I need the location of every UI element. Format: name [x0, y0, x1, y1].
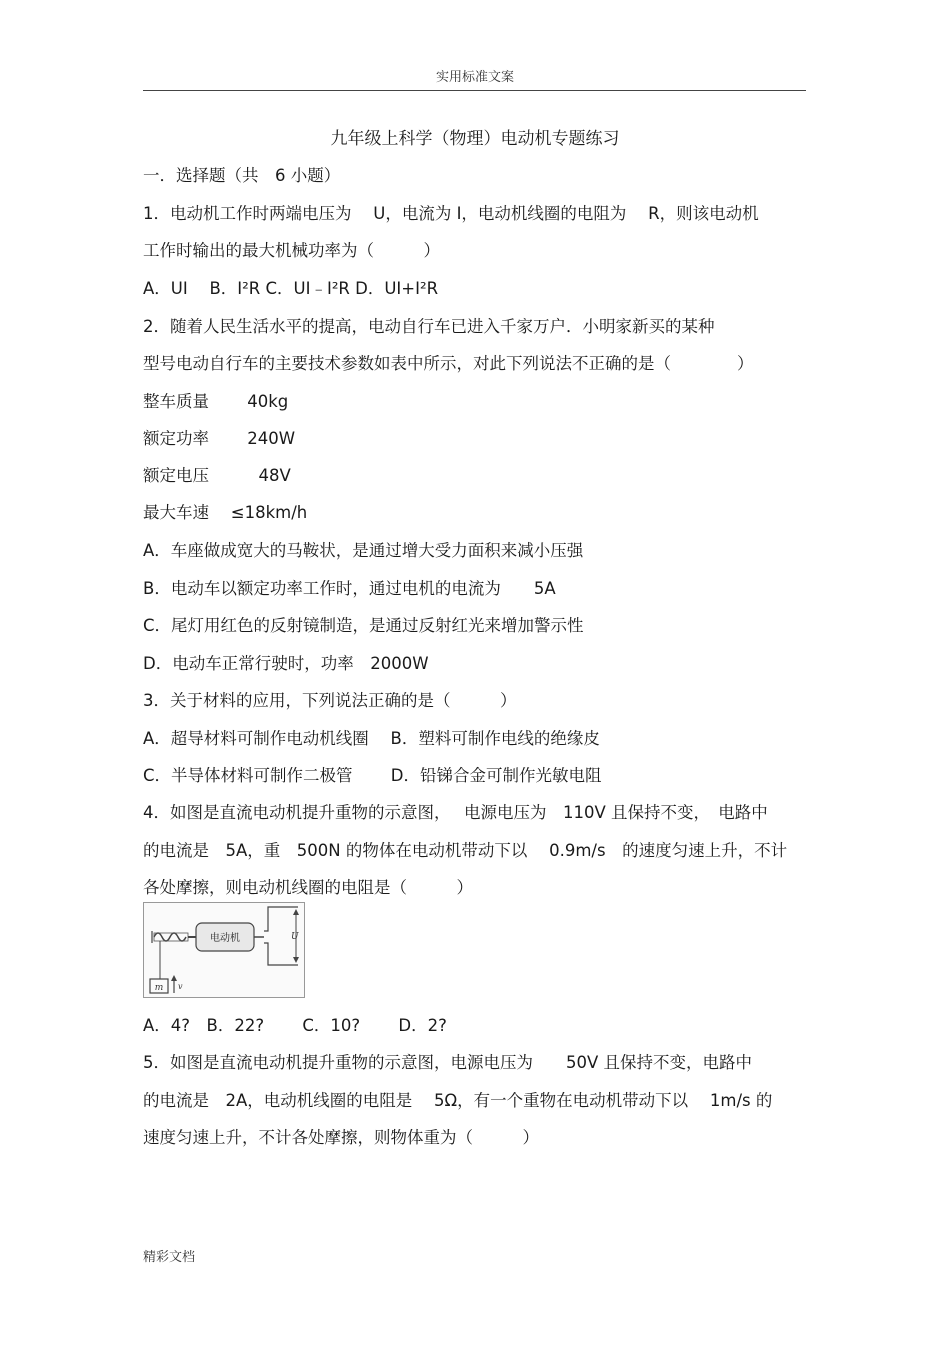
question-5-line-1: 5．如图是直流电动机提升重物的示意图，电源电压为 50V 且保持不变，电路中 [143, 1053, 753, 1072]
motor-diagram [143, 902, 305, 998]
question-2-line-2: 型号电动自行车的主要技术参数如表中所示，对此下列说法不正确的是（ ） [143, 354, 754, 373]
question-3-options-ab: A．超导材料可制作电动机线圈 B．塑料可制作电线的绝缘皮 [143, 729, 600, 748]
question-1-line-1: 1．电动机工作时两端电压为 U，电流为 I，电动机线圈的电阻为 R，则该电动机 [143, 204, 759, 223]
question-1-line-2: 工作时输出的最大机械功率为（ ） [143, 241, 440, 260]
question-5-line-2: 的电流是 2A，电动机线圈的电阻是 5Ω，有一个重物在电动机带动下以 1m/s 的 [143, 1091, 773, 1110]
question-4-line-2: 的电流是 5A，重 500N 的物体在电动机带动下以 0.9m/s 的速度匀速上升，不计 [143, 841, 788, 860]
question-2-line-1: 2．随着人民生活水平的提高，电动自行车已进入千家万户．小明家新买的某种 [143, 317, 715, 336]
question-3-options-cd: C．半导体材料可制作二极管 D．铅锑合金可制作光敏电阻 [143, 766, 602, 785]
header-divider [143, 90, 806, 91]
question-4-options: A．4? B．22? C．10? D．2? [143, 1016, 447, 1035]
voltage-label: U [291, 932, 299, 942]
question-5-line-3: 速度匀速上升，不计各处摩擦，则物体重为（ ） [143, 1128, 539, 1147]
question-4-line-1: 4．如图是直流电动机提升重物的示意图， 电源电压为 110V 且保持不变， 电路中 [143, 803, 768, 822]
section-heading: 一．选择题（共 6 小题） [143, 166, 341, 185]
page-header: 实用标准文案 [435, 70, 514, 85]
spec-power: 额定功率 240W [143, 429, 296, 448]
question-2-option-d: D．电动车正常行驶时，功率 2000W [143, 654, 429, 673]
question-2-option-b: B．电动车以额定功率工作时，通过电机的电流为 5A [143, 579, 556, 598]
motor-label: 电动机 [210, 933, 240, 944]
spec-mass: 整车质量 40kg [143, 392, 289, 411]
spec-speed: 最大车速 ≤18km/h [143, 503, 308, 522]
question-1-options: A．UI B．I²R C．UI﹣I²R D．UI+I²R [143, 279, 439, 298]
question-2-option-a: A．车座做成宽大的马鞍状，是通过增大受力面积来减小压强 [143, 541, 584, 560]
question-2-option-c: C．尾灯用红色的反射镜制造，是通过反射红光来增加警示性 [143, 616, 584, 635]
document-title: 九年级上科学（物理）电动机专题练习 [330, 129, 620, 149]
velocity-label: v [178, 982, 183, 991]
question-4-line-3: 各处摩擦，则电动机线圈的电阻是（ ） [143, 878, 473, 897]
page-footer: 精彩文档 [143, 1250, 196, 1265]
mass-label: m [154, 983, 164, 993]
question-3-stem: 3．关于材料的应用，下列说法正确的是（ ） [143, 691, 517, 710]
spec-voltage: 额定电压 48V [143, 466, 291, 485]
